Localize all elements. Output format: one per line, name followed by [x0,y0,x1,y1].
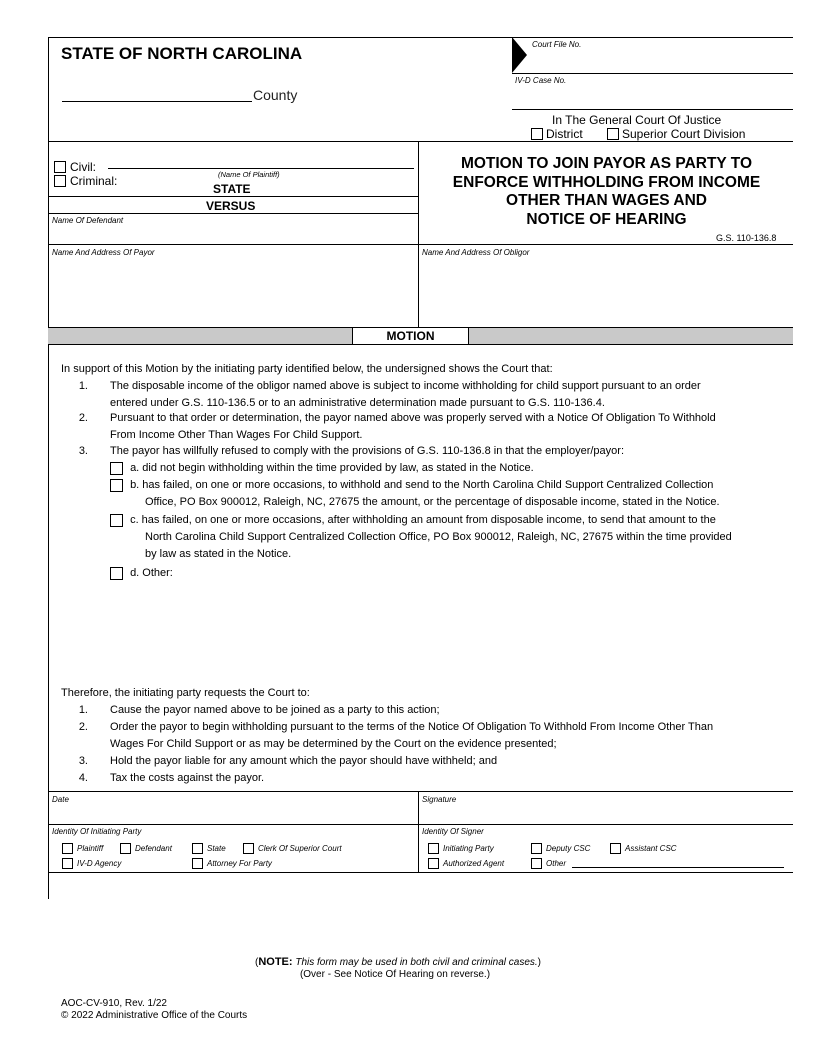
sig-top-line [48,791,793,792]
header-divider [48,141,793,142]
motion-title: MOTION TO JOIN PAYOR AS PARTY TO ENFORCE WITHHOLDING FROM INCOME OTHER THAN WAGES AND NOTICE OF HEARING [452,155,761,228]
plaintiff-caption: (Name Of Plaintiff) [218,170,280,179]
identity-party-label: Identity Of Initiating Party [52,827,142,836]
versus-line [48,213,418,214]
plaintiff-line [48,196,418,197]
payor-label: Name And Address Of Payor [52,248,155,257]
party-clerk-option[interactable]: Clerk Of Superior Court [243,843,342,854]
versus-label: VERSUS [206,199,256,213]
obligor-label: Name And Address Of Obligor [422,248,530,257]
request-2: 2. Order the payor to begin withholding pursuant to the terms of the Notice Of Obligation To Withhold From Income Other Than Wages For Child Support or as may be determined by the Court on the evidence presented; [78,721,714,750]
party-clerk-checkbox[interactable] [243,843,254,854]
criminal-option[interactable]: Criminal: [54,174,117,188]
party-plaintiff-option[interactable]: Plaintiff [62,843,103,854]
parties-mid-divider [418,141,419,327]
signer-deputy-checkbox[interactable] [531,843,542,854]
date-label: Date [52,795,69,804]
signer-other-option[interactable]: Other [531,858,566,869]
option-c[interactable]: c. has failed, on one or more occasions, after withholding an amount from disposable income, to send that amount to the North Carolina Child Support Centralized Collection Office, PO Box 900012, Raleigh, NC, 27675 within the time provided by law as stated in the Notice. [110,512,732,563]
superior-checkbox[interactable] [607,128,619,140]
option-b-checkbox[interactable] [110,479,123,492]
motion-intro: In support of this Motion by the initiating party identified below, the undersigned shows the Court that: [61,363,553,375]
defendant-label: Name Of Defendant [52,216,124,225]
payor-divider [48,244,793,245]
option-a[interactable]: a. did not begin withholding within the time provided by law, as stated in the Notice. [110,460,534,477]
footer-note: (NOTE: This form may be used in both civil and criminal cases.) [254,956,542,968]
signer-assistant-checkbox[interactable] [610,843,621,854]
superior-option[interactable]: Superior Court Division [607,127,745,141]
county-label: County [253,87,298,103]
option-b[interactable]: b. has failed, on one or more occasions, to withhold and send to the North Carolina Child Support Centralized Collection Office, PO Box 900012, Raleigh, NC, 27675 the amount, or the percentage of disposable income, stated in the Notice. [110,477,720,511]
sig-second-line [48,824,793,825]
court-file-label: Court File No. [532,40,582,49]
finding-2: 2. Pursuant to that order or determination, the payor named above was properly served with a Notice Of Obligation To Withhold From Income Other Than Wages For Child Support. [78,412,716,441]
court-file-line [512,73,793,74]
party-ivd-checkbox[interactable] [62,858,73,869]
footer-over: (Over - See Notice Of Hearing on reverse.) [299,969,491,980]
finding-3: 3. The payor has willfully refused to comply with the provisions of G.S. 110-136.8 in that the employer/payor: [78,445,624,457]
option-d-checkbox[interactable] [110,567,123,580]
signer-assistant-option[interactable]: Assistant CSC [610,843,677,854]
party-state-checkbox[interactable] [192,843,203,854]
criminal-checkbox[interactable] [54,175,66,187]
statute: G.S. 110-136.8 [716,233,777,243]
signer-other-checkbox[interactable] [531,858,542,869]
party-state-option[interactable]: State [192,843,226,854]
request-4: 4. Tax the costs against the payor. [78,772,265,784]
signer-other-line [572,867,784,868]
party-defendant-option[interactable]: Defendant [120,843,172,854]
party-attorney-checkbox[interactable] [192,858,203,869]
court-name: In The General Court Of Justice [552,113,722,127]
signer-deputy-option[interactable]: Deputy CSC [531,843,590,854]
file-arrow [512,37,527,73]
form-number: AOC-CV-910, Rev. 1/22 [61,998,167,1009]
party-attorney-option[interactable]: Attorney For Party [192,858,272,869]
state-title: STATE OF NORTH CAROLINA [61,44,303,63]
county-line [62,101,252,102]
sig-mid-divider [418,791,419,873]
party-ivd-option[interactable]: IV-D Agency [62,858,121,869]
request-3: 3. Hold the payor liable for any amount which the payor should have withheld; and [78,755,498,767]
request-1: 1. Cause the payor named above to be joined as a party to this action; [78,704,440,716]
finding-1: 1. The disposable income of the obligor named above is subject to income withholding for child support pursuant to an order entered under G.S. 110-136.5 or to an administrative determination made pursuant to G.S. 110-136.4. [78,380,701,409]
ivd-case-line [512,109,793,110]
signer-initiating-option[interactable]: Initiating Party [428,843,494,854]
signer-authorized-checkbox[interactable] [428,858,439,869]
sig-bottom-line [48,872,793,873]
therefore-text: Therefore, the initiating party requests the Court to: [61,687,310,699]
plaintiff-name: STATE [213,182,251,196]
ivd-case-label: IV-D Case No. [515,76,567,85]
district-checkbox[interactable] [531,128,543,140]
signer-authorized-option[interactable]: Authorized Agent [428,858,504,869]
party-defendant-checkbox[interactable] [120,843,131,854]
frame-top-border [48,37,793,38]
civil-option[interactable]: Civil: [54,160,96,174]
motion-heading-box: MOTION [352,327,469,345]
option-c-checkbox[interactable] [110,514,123,527]
civil-checkbox[interactable] [54,161,66,173]
civil-line [108,168,414,169]
signature-label: Signature [422,795,457,804]
copyright: © 2022 Administrative Office of the Courts [61,1010,248,1021]
signer-initiating-checkbox[interactable] [428,843,439,854]
district-option[interactable]: District [531,127,583,141]
party-plaintiff-checkbox[interactable] [62,843,73,854]
option-d[interactable]: d. Other: [110,565,173,582]
option-a-checkbox[interactable] [110,462,123,475]
identity-signer-label: Identity Of Signer [422,827,484,836]
